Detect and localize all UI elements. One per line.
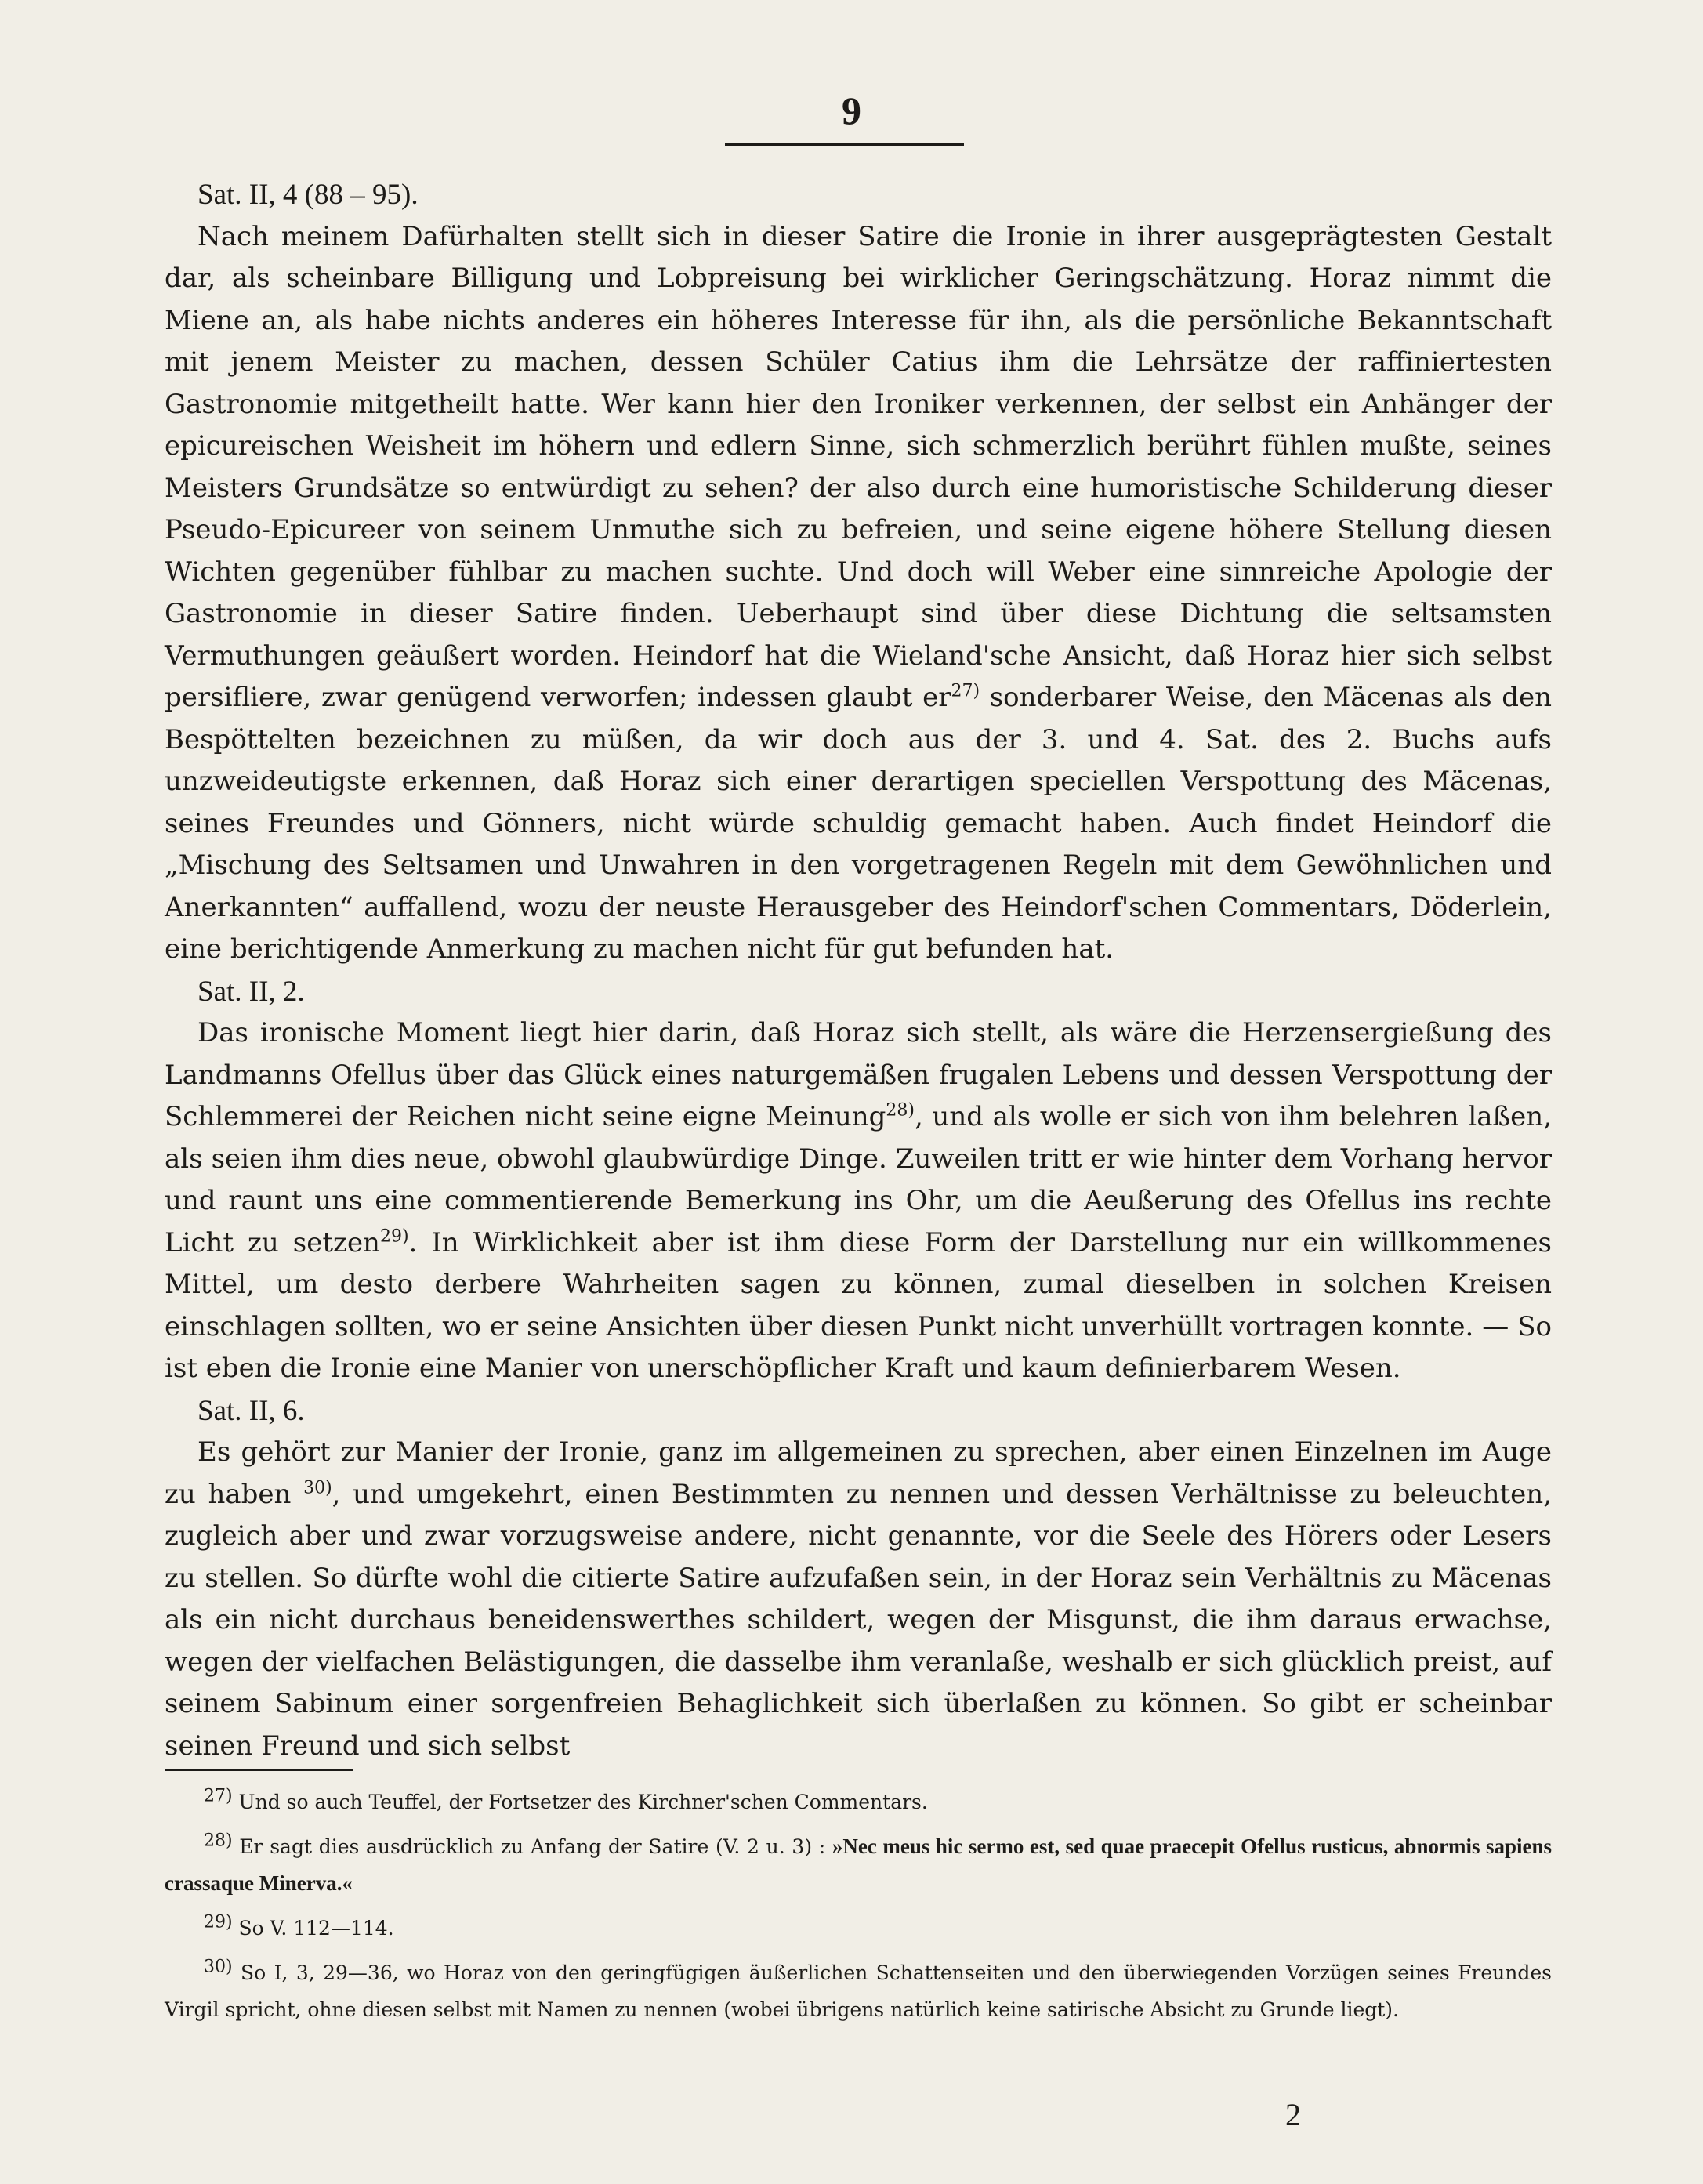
section-heading-sat-2-4: Sat. II, 4 (88 – 95). [197, 179, 419, 211]
footnote-28 [165, 1828, 1552, 1902]
text-run: , und als wolle er sich von ihm belehren laßen, als seien ihm dies neue, obwohl glaubwürdige Dinge. Zuweilen tritt er wie hinter dem Vorhang hervor und raunt uns eine commentierende Bemerkung ins Ohr, um die Aeußerung des Ofellus ins rechte Licht zu setzen [165, 1101, 1553, 1259]
section-heading-sat-2-2: Sat. II, 2. [197, 975, 305, 1008]
footnote-text: So V. 112—114. [238, 1917, 394, 1940]
footnote-marker: 30) [204, 1957, 233, 1977]
note-ref-27: 27) [951, 681, 980, 701]
footnote-latin-quote: »Nec meus hic sermo est, sed quae praecepit Ofellus rusticus, abnormis sapiens crassaque Minerva.« [165, 1834, 1552, 1895]
note-ref-30: 30) [303, 1478, 332, 1498]
footnote-marker: 29) [204, 1912, 233, 1932]
footnote-marker: 28) [204, 1831, 233, 1851]
footnote-rule [165, 1769, 353, 1771]
main-text [165, 174, 1552, 1767]
header-rule [725, 143, 964, 146]
text-run: Es gehört zur Manier der Ironie, ganz im allgemeinen zu sprechen, aber einen Einzelnen im Auge zu haben [165, 1436, 1552, 1510]
section-heading-sat-2-6: Sat. II, 6. [197, 1394, 305, 1427]
text-run: Das ironische Moment liegt hier darin, daß Horaz sich stellt, als wäre die Herzensergießung des Landmanns Ofellus über das Glück eines naturgemäßen frugalen Lebens und dessen Verspottung der Schlemmerei der Reichen nicht seine eigne Meinung [165, 1017, 1552, 1132]
paragraph-sat-2-4 [165, 216, 1552, 971]
footnote-text: Er sagt dies ausdrücklich zu Anfang der Satire (V. 2 u. 3) : [239, 1835, 826, 1858]
text-run: sonderbarer Weise, den Mäcenas als den Bespöttelten bezeichnen zu müßen, da wir doch aus der 3. und 4. Sat. des 2. Buchs aufs unzweideutigste erkennen, daß Horaz sich einer derartigen speciellen Verspottung des Mäcenas, seines Freundes und Gönners, nicht würde schuldig gemacht haben. Auch findet Heindorf die „Mischung des Seltsamen und Unwahren in den vorgetragenen Regeln mit dem Gewöhnlichen und Anerkannten“ auffallend, wozu der neuste Herausgeber des Heindorf'schen Commentars, Döderlein, eine berichtigende Anmerkung zu machen nicht für gut befunden hat. [165, 682, 1552, 965]
footnote-marker: 27) [204, 1786, 233, 1806]
footnote-27 [165, 1784, 1552, 1820]
footnote-text: Und so auch Teuffel, der Fortsetzer des Kirchner'schen Commentars. [238, 1791, 928, 1813]
footnote-30 [165, 1954, 1552, 2028]
footnote-29 [165, 1910, 1552, 1947]
text-run: Nach meinem Dafürhalten stellt sich in dieser Satire die Ironie in ihrer ausgeprägtesten Gestalt dar, als scheinbare Billigung und Lobpreisung bei wirklicher Geringschätzung. Horaz nimmt die Miene an, als habe nichts anderes ein höheres Interesse für ihn, als die persönliche Bekanntschaft mit jenem Meister zu machen, dessen Schüler Catius ihm die Lehrsätze der raffiniertesten Gastronomie mitgetheilt hatte. Wer kann hier den Ironiker verkennen, der selbst ein Anhänger der epicureischen Weisheit im höhern und edlern Sinne, sich schmerzlich berührt fühlen mußte, seines Meisters Grundsätze so entwürdigt zu sehen? der also durch eine humoristische Schilderung dieser Pseudo-Epicureer von seinem Unmuthe sich zu befreien, und seine eigene höhere Stellung diesen Wichten gegenüber fühlbar zu machen suchte. Und doch will Weber eine sinnreiche Apologie der Gastronomie in dieser Satire finden. Ueberhaupt sind über diese Dichtung die seltsamsten Vermuthungen geäußert worden. Heindorf hat die Wieland'sche Ansicht, daß Horaz hier sich selbst persifliere, zwar genügend verworfen; indessen glaubt er [165, 220, 1552, 713]
footnote-text: So I, 3, 29—36, wo Horaz von den geringfügigen äußerlichen Schattenseiten und den überwiegenden Vorzügen seines Freundes Virgil spricht, ohne diesen selbst mit Namen zu nennen (wobei übrigens natürlich keine satirische Absicht zu Grunde liegt). [165, 1961, 1552, 2021]
footnotes [165, 1784, 1552, 2036]
text-run: . In Wirklichkeit aber ist ihm diese Form der Darstellung nur ein willkommenes Mittel, um desto derbere Wahrheiten sagen zu können, zumal dieselben in solchen Kreisen einschlagen sollten, wo er seine Ansichten über diesen Punkt nicht unverhüllt vortragen konnte. — So ist eben die Ironie eine Manier von unerschöpflicher Kraft und kaum definierbarem Wesen. [165, 1226, 1552, 1384]
page-number: 9 [842, 89, 861, 132]
text-run: , und umgekehrt, einen Bestimmten zu nennen und dessen Verhältnisse zu beleuchten, zugleich aber und zwar vorzugsweise andere, nicht genannte, vor die Seele des Hörers oder Lesers zu stellen. So dürfte wohl die citierte Satire aufzufaßen sein, in der Horaz sein Verhältnis zu Mäcenas als ein nicht durchaus beneidenswerthes schildert, wegen der Misgunst, die ihm daraus erwachse, wegen der vielfachen Belästigungen, die dasselbe ihm veranlaße, weshalb er sich glücklich preist, auf seinem Sabinum einer sorgenfreien Behaglichkeit sich überlaßen zu können. So gibt er scheinbar seinen Freund und sich selbst [165, 1478, 1553, 1762]
paragraph-sat-2-2 [165, 1012, 1552, 1390]
note-ref-28: 28) [886, 1100, 915, 1121]
note-ref-29: 29) [379, 1226, 409, 1247]
sheet-signature-number: 2 [1285, 2097, 1301, 2132]
paragraph-sat-2-6 [165, 1432, 1552, 1767]
